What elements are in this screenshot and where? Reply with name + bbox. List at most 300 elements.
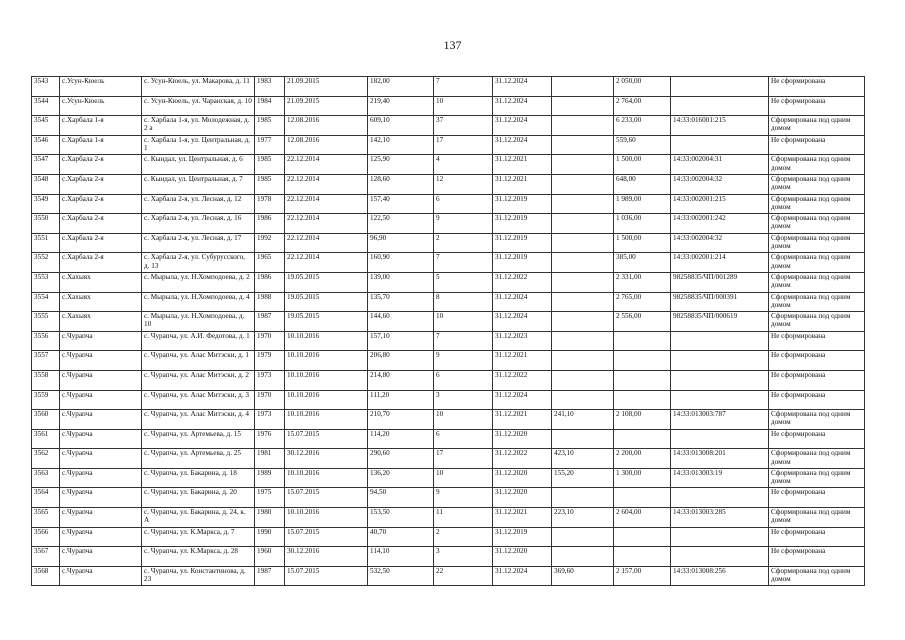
cell-year-built: 1976 [255, 429, 285, 449]
cell-cadastral-number [671, 135, 769, 155]
cell-year-built: 1987 [255, 312, 285, 332]
cell-land-area [552, 312, 614, 332]
cell-land-area [552, 135, 614, 155]
cell-land-area [552, 429, 614, 449]
cell-area: 609,10 [368, 116, 434, 136]
cell-cost [614, 527, 671, 547]
cell-settlement: с.Чурапча [60, 390, 142, 410]
cell-cost: 2 765,00 [614, 292, 671, 312]
cell-address: с. Чурапча, ул. Алас Митэски, д. 2 [142, 370, 255, 390]
cell-residents: 9 [434, 214, 493, 234]
cell-land-status: Не сформирована [769, 390, 865, 410]
cell-residents: 12 [434, 174, 493, 194]
cell-cost [614, 331, 671, 351]
cell-land-area [552, 174, 614, 194]
cell-deadline: 31.12.2024 [493, 96, 552, 116]
cell-inclusion-date: 19.05.2015 [285, 312, 368, 332]
cell-land-area: 423,10 [552, 449, 614, 469]
cell-residents: 9 [434, 351, 493, 371]
cell-inclusion-date: 15.07.2015 [285, 566, 368, 586]
cell-area: 128,60 [368, 174, 434, 194]
cell-settlement: с.Чурапча [60, 488, 142, 508]
cell-cadastral-number [671, 77, 769, 97]
cell-settlement: с.Харбала 2-я [60, 194, 142, 214]
cell-inclusion-date: 15.07.2015 [285, 527, 368, 547]
cell-deadline: 31.12.2020 [493, 547, 552, 567]
table-row [32, 331, 865, 351]
cell-address: с. Чурапча, ул. Алас Митэски, д. 3 [142, 390, 255, 410]
cell-deadline: 31.12.2021 [493, 410, 552, 430]
table-row [32, 351, 865, 371]
cell-land-status: Сформирована под одним домом [769, 155, 865, 175]
cell-land-status: Сформирована под одним домом [769, 233, 865, 253]
cell-land-status: Сформирована под одним домом [769, 272, 865, 292]
cell-address: с. Мырыла, ул. Н.Хомподоева, д. 2 [142, 272, 255, 292]
cell-deadline: 31.12.2019 [493, 253, 552, 273]
cell-residents: 5 [434, 272, 493, 292]
cell-land-status: Сформирована под одним домом [769, 468, 865, 488]
cell-land-status: Сформирована под одним домом [769, 508, 865, 528]
cell-cost: 2 157,00 [614, 566, 671, 586]
cell-address: с. Чурапча, ул. К.Маркса, д. 7 [142, 527, 255, 547]
cell-row-number: 3549 [32, 194, 60, 214]
cell-row-number: 3565 [32, 508, 60, 528]
cell-year-built: 1965 [255, 253, 285, 273]
cell-land-area [552, 96, 614, 116]
cell-residents: 37 [434, 116, 493, 136]
cell-residents: 7 [434, 77, 493, 97]
cell-address: с. Харбала 2-я, ул. Субурусского, д. 13 [142, 253, 255, 273]
cell-area: 114,10 [368, 547, 434, 567]
cell-land-status: Сформирована под одним домом [769, 253, 865, 273]
cell-cost [614, 390, 671, 410]
cell-address: с. Мырыла, ул. Н.Хомподоева, д. 10 [142, 312, 255, 332]
cell-cost: 385,00 [614, 253, 671, 273]
cell-land-status: Не сформирована [769, 429, 865, 449]
cell-deadline: 31.12.2020 [493, 429, 552, 449]
cell-residents: 6 [434, 194, 493, 214]
cell-settlement: с.Чурапча [60, 370, 142, 390]
cell-land-status: Не сформирована [769, 351, 865, 371]
cell-settlement: с.Харбала 2-я [60, 214, 142, 234]
cell-year-built: 1970 [255, 331, 285, 351]
cell-address: с. Чурапча, ул. Бакарина, д. 20 [142, 488, 255, 508]
cell-residents: 17 [434, 449, 493, 469]
cell-row-number: 3556 [32, 331, 60, 351]
cell-inclusion-date: 10.10.2016 [285, 351, 368, 371]
cell-row-number: 3563 [32, 468, 60, 488]
table-row [32, 77, 865, 97]
cell-year-built: 1990 [255, 527, 285, 547]
cell-deadline: 31.12.2021 [493, 351, 552, 371]
cell-row-number: 3553 [32, 272, 60, 292]
cell-year-built: 1960 [255, 547, 285, 567]
cell-cost: 2 200,00 [614, 449, 671, 469]
cell-year-built: 1992 [255, 233, 285, 253]
cell-inclusion-date: 19.05.2015 [285, 272, 368, 292]
cell-area: 210,70 [368, 410, 434, 430]
cell-residents: 6 [434, 370, 493, 390]
table-row [32, 174, 865, 194]
cell-land-area: 155,20 [552, 468, 614, 488]
cell-area: 125,90 [368, 155, 434, 175]
cell-land-status: Не сформирована [769, 331, 865, 351]
cell-land-status: Сформирована под одним домом [769, 214, 865, 234]
cell-land-area [552, 351, 614, 371]
cell-address: с. Харбала 1-я, ул. Молодежная, д. 2 а [142, 116, 255, 136]
cell-deadline: 31.12.2022 [493, 449, 552, 469]
table-row [32, 96, 865, 116]
cell-deadline: 31.12.2024 [493, 116, 552, 136]
cell-area: 142,10 [368, 135, 434, 155]
table-row [32, 253, 865, 273]
cell-year-built: 1973 [255, 370, 285, 390]
table-row [32, 508, 865, 528]
cell-settlement: с.Харбала 2-я [60, 155, 142, 175]
cell-settlement: с.Харбала 2-я [60, 233, 142, 253]
cell-deadline: 31.12.2020 [493, 468, 552, 488]
cell-year-built: 1987 [255, 566, 285, 586]
cell-row-number: 3566 [32, 527, 60, 547]
table-row [32, 370, 865, 390]
cell-cadastral-number [671, 370, 769, 390]
cell-cost: 2 604,00 [614, 508, 671, 528]
cell-year-built: 1986 [255, 214, 285, 234]
cell-settlement: с.Усун-Кюель [60, 77, 142, 97]
cell-area: 114,20 [368, 429, 434, 449]
table-row [32, 488, 865, 508]
cell-cost [614, 429, 671, 449]
cell-settlement: с.Чурапча [60, 566, 142, 586]
cell-year-built: 1981 [255, 449, 285, 469]
cell-residents: 10 [434, 96, 493, 116]
cell-settlement: с.Чурапча [60, 351, 142, 371]
cell-inclusion-date: 21.09.2015 [285, 77, 368, 97]
cell-area: 135,70 [368, 292, 434, 312]
cell-settlement: с.Чурапча [60, 429, 142, 449]
cell-cost: 1 500,00 [614, 155, 671, 175]
cell-land-status: Сформирована под одним домом [769, 116, 865, 136]
cell-cadastral-number [671, 429, 769, 449]
cell-settlement: с.Харбала 2-я [60, 174, 142, 194]
cell-cost: 1 300,00 [614, 468, 671, 488]
cell-settlement: с.Чурапча [60, 508, 142, 528]
cell-land-status: Сформирована под одним домом [769, 292, 865, 312]
cell-cadastral-number [671, 390, 769, 410]
cell-cadastral-number: 14:33:002004:31 [671, 155, 769, 175]
cell-address: с. Чурапча, ул. Константинова, д. 23 [142, 566, 255, 586]
cell-row-number: 3543 [32, 77, 60, 97]
cell-area: 532,50 [368, 566, 434, 586]
table-row [32, 135, 865, 155]
cell-cost: 2 108,00 [614, 410, 671, 430]
cell-settlement: с.Чурапча [60, 468, 142, 488]
cell-land-area [552, 77, 614, 97]
cell-inclusion-date: 21.09.2015 [285, 96, 368, 116]
cell-land-area [552, 233, 614, 253]
cell-row-number: 3552 [32, 253, 60, 273]
cell-year-built: 1984 [255, 96, 285, 116]
table-row [32, 429, 865, 449]
cell-year-built: 1979 [255, 351, 285, 371]
cell-cost: 2 764,00 [614, 96, 671, 116]
cell-settlement: с.Чурапча [60, 331, 142, 351]
cell-address: с. Чурапча, ул. Алас Митэски, д. 1 [142, 351, 255, 371]
cell-residents: 22 [434, 566, 493, 586]
cell-deadline: 31.12.2019 [493, 527, 552, 547]
cell-area: 219,40 [368, 96, 434, 116]
cell-cadastral-number: 14:33:002004:32 [671, 233, 769, 253]
cell-cadastral-number: 14:33:013003:19 [671, 468, 769, 488]
table-row [32, 292, 865, 312]
cell-inclusion-date: 30.12.2016 [285, 547, 368, 567]
cell-row-number: 3546 [32, 135, 60, 155]
cell-cadastral-number: 14:33:002004:32 [671, 174, 769, 194]
cell-deadline: 31.12.2024 [493, 292, 552, 312]
cell-row-number: 3555 [32, 312, 60, 332]
cell-year-built: 1973 [255, 410, 285, 430]
cell-area: 122,50 [368, 214, 434, 234]
cell-row-number: 3545 [32, 116, 60, 136]
cell-land-status: Не сформирована [769, 370, 865, 390]
cell-inclusion-date: 15.07.2015 [285, 429, 368, 449]
cell-cadastral-number [671, 547, 769, 567]
table-row [32, 312, 865, 332]
cell-inclusion-date: 22.12.2014 [285, 233, 368, 253]
cell-inclusion-date: 15.07.2015 [285, 488, 368, 508]
cell-area: 206,80 [368, 351, 434, 371]
cell-cost [614, 351, 671, 371]
cell-residents: 4 [434, 155, 493, 175]
cell-settlement: с.Чурапча [60, 410, 142, 430]
cell-residents: 8 [434, 292, 493, 312]
cell-area: 214,80 [368, 370, 434, 390]
cell-year-built: 1985 [255, 174, 285, 194]
table-row [32, 233, 865, 253]
cell-inclusion-date: 12.08.2016 [285, 135, 368, 155]
cell-inclusion-date: 10.10.2016 [285, 390, 368, 410]
cell-address: с. Усун-Кюель, ул. Макарова, д. 11 [142, 77, 255, 97]
cell-year-built: 1985 [255, 155, 285, 175]
cell-land-status: Сформирована под одним домом [769, 410, 865, 430]
table-row [32, 449, 865, 469]
cell-land-area: 241,10 [552, 410, 614, 430]
cell-deadline: 31.12.2024 [493, 312, 552, 332]
housing-registry-table [31, 76, 865, 586]
cell-address: с. Чурапча, ул. А.И. Федотова, д. 1 [142, 331, 255, 351]
cell-address: с. Харбала 2-я, ул. Лесная, д. 16 [142, 214, 255, 234]
cell-cadastral-number [671, 96, 769, 116]
cell-row-number: 3560 [32, 410, 60, 430]
cell-area: 111,20 [368, 390, 434, 410]
cell-cadastral-number: 14:33:013008:201 [671, 449, 769, 469]
cell-address: с. Чурапча, ул. Алас Митэски, д. 4 [142, 410, 255, 430]
cell-settlement: с.Харбала 2-я [60, 253, 142, 273]
cell-year-built: 1975 [255, 488, 285, 508]
cell-cadastral-number [671, 331, 769, 351]
cell-address: с. Чурапча, ул. Бакарина, д. 18 [142, 468, 255, 488]
cell-cost [614, 488, 671, 508]
cell-area: 139,00 [368, 272, 434, 292]
cell-land-area [552, 547, 614, 567]
cell-settlement: с.Харбала 1-я [60, 116, 142, 136]
cell-row-number: 3547 [32, 155, 60, 175]
cell-address: с. Кындал, ул. Центральная, д. 6 [142, 155, 255, 175]
cell-deadline: 31.12.2024 [493, 135, 552, 155]
cell-cadastral-number: 98258835/ЧП/000391 [671, 292, 769, 312]
cell-deadline: 31.12.2024 [493, 566, 552, 586]
cell-deadline: 31.12.2022 [493, 370, 552, 390]
cell-land-status: Не сформирована [769, 135, 865, 155]
cell-land-area [552, 116, 614, 136]
cell-residents: 2 [434, 233, 493, 253]
cell-residents: 17 [434, 135, 493, 155]
cell-row-number: 3554 [32, 292, 60, 312]
cell-inclusion-date: 22.12.2014 [285, 214, 368, 234]
cell-year-built: 1988 [255, 292, 285, 312]
cell-residents: 10 [434, 312, 493, 332]
cell-land-area [552, 390, 614, 410]
cell-year-built: 1983 [255, 77, 285, 97]
cell-address: с. Харбала 2-я, ул. Лесная, д. 17 [142, 233, 255, 253]
cell-land-area [552, 155, 614, 175]
table-row [32, 214, 865, 234]
table-body [32, 77, 865, 586]
cell-row-number: 3551 [32, 233, 60, 253]
cell-land-area [552, 370, 614, 390]
table-row [32, 155, 865, 175]
cell-year-built: 1986 [255, 272, 285, 292]
cell-cost [614, 547, 671, 567]
cell-cadastral-number: 14:33:002001:242 [671, 214, 769, 234]
cell-row-number: 3568 [32, 566, 60, 586]
cell-address: с. Чурапча, ул. К.Маркса, д. 28 [142, 547, 255, 567]
cell-address: с. Чурапча, ул. Артемьева, д. 15 [142, 429, 255, 449]
cell-year-built: 1985 [255, 116, 285, 136]
cell-residents: 10 [434, 468, 493, 488]
cell-row-number: 3562 [32, 449, 60, 469]
cell-deadline: 31.12.2019 [493, 214, 552, 234]
cell-settlement: с.Чурапча [60, 547, 142, 567]
cell-residents: 9 [434, 488, 493, 508]
cell-residents: 2 [434, 527, 493, 547]
cell-land-status: Сформирована под одним домом [769, 174, 865, 194]
cell-land-status: Не сформирована [769, 77, 865, 97]
cell-residents: 7 [434, 331, 493, 351]
cell-cadastral-number: 14:33:002001:214 [671, 253, 769, 273]
table-row [32, 566, 865, 586]
cell-settlement: с.Хахыях [60, 272, 142, 292]
table-row [32, 194, 865, 214]
cell-residents: 6 [434, 429, 493, 449]
cell-settlement: с.Чурапча [60, 449, 142, 469]
cell-area: 144,60 [368, 312, 434, 332]
cell-row-number: 3558 [32, 370, 60, 390]
cell-land-status: Не сформирована [769, 96, 865, 116]
cell-land-area [552, 194, 614, 214]
cell-cadastral-number: 14:33:016001:215 [671, 116, 769, 136]
cell-deadline: 31.12.2021 [493, 155, 552, 175]
table-row [32, 390, 865, 410]
cell-area: 40,70 [368, 527, 434, 547]
table-row [32, 547, 865, 567]
cell-inclusion-date: 22.12.2014 [285, 174, 368, 194]
cell-year-built: 1978 [255, 194, 285, 214]
cell-inclusion-date: 10.10.2016 [285, 468, 368, 488]
cell-land-status: Сформирована под одним домом [769, 449, 865, 469]
cell-deadline: 31.12.2024 [493, 77, 552, 97]
cell-deadline: 31.12.2019 [493, 233, 552, 253]
cell-cadastral-number: 14:33:002001:215 [671, 194, 769, 214]
cell-settlement: с.Хахыях [60, 292, 142, 312]
cell-address: с. Чурапча, ул. Бакарина, д. 24, к. А [142, 508, 255, 528]
cell-land-area [552, 488, 614, 508]
cell-row-number: 3561 [32, 429, 60, 449]
cell-residents: 3 [434, 547, 493, 567]
cell-address: с. Мырыла, ул. Н.Хомподоева, д. 4 [142, 292, 255, 312]
cell-inclusion-date: 10.10.2016 [285, 508, 368, 528]
cell-address: с. Харбала 2-я, ул. Лесная, д. 12 [142, 194, 255, 214]
cell-land-status: Не сформирована [769, 547, 865, 567]
cell-residents: 11 [434, 508, 493, 528]
cell-address: с. Чурапча, ул. Артемьева, д. 25 [142, 449, 255, 469]
cell-address: с. Харбала 1-я, ул. Центральная, д. 1 [142, 135, 255, 155]
cell-year-built: 1977 [255, 135, 285, 155]
cell-inclusion-date: 10.10.2016 [285, 331, 368, 351]
cell-cadastral-number [671, 527, 769, 547]
cell-inclusion-date: 22.12.2014 [285, 155, 368, 175]
cell-land-area [552, 253, 614, 273]
cell-settlement: с.Усун-Кюель [60, 96, 142, 116]
cell-residents: 3 [434, 390, 493, 410]
cell-land-area: 369,60 [552, 566, 614, 586]
cell-cadastral-number [671, 488, 769, 508]
table-row [32, 116, 865, 136]
cell-area: 157,40 [368, 194, 434, 214]
cell-deadline: 31.12.2023 [493, 331, 552, 351]
cell-area: 160,90 [368, 253, 434, 273]
cell-deadline: 31.12.2024 [493, 390, 552, 410]
cell-row-number: 3567 [32, 547, 60, 567]
cell-land-area [552, 292, 614, 312]
cell-deadline: 31.12.2021 [493, 174, 552, 194]
cell-cadastral-number: 14:33:013003:787 [671, 410, 769, 430]
cell-row-number: 3557 [32, 351, 60, 371]
cell-year-built: 1989 [255, 468, 285, 488]
cell-deadline: 31.12.2019 [493, 194, 552, 214]
cell-residents: 10 [434, 410, 493, 430]
cell-settlement: с.Хахыях [60, 312, 142, 332]
cell-settlement: с.Чурапча [60, 527, 142, 547]
cell-land-area [552, 331, 614, 351]
cell-inclusion-date: 22.12.2014 [285, 194, 368, 214]
cell-deadline: 31.12.2022 [493, 272, 552, 292]
cell-area: 153,50 [368, 508, 434, 528]
cell-land-area: 223,10 [552, 508, 614, 528]
cell-area: 136,20 [368, 468, 434, 488]
cell-row-number: 3550 [32, 214, 60, 234]
cell-row-number: 3544 [32, 96, 60, 116]
cell-cost: 6 233,00 [614, 116, 671, 136]
cell-cost: 2 331,00 [614, 272, 671, 292]
cell-land-status: Не сформирована [769, 527, 865, 547]
table-row [32, 410, 865, 430]
cell-residents: 7 [434, 253, 493, 273]
cell-cost: 1 989,00 [614, 194, 671, 214]
cell-land-status: Не сформирована [769, 488, 865, 508]
cell-year-built: 1980 [255, 508, 285, 528]
cell-address: с. Усун-Кюель, ул. Чаранская, д. 10 [142, 96, 255, 116]
